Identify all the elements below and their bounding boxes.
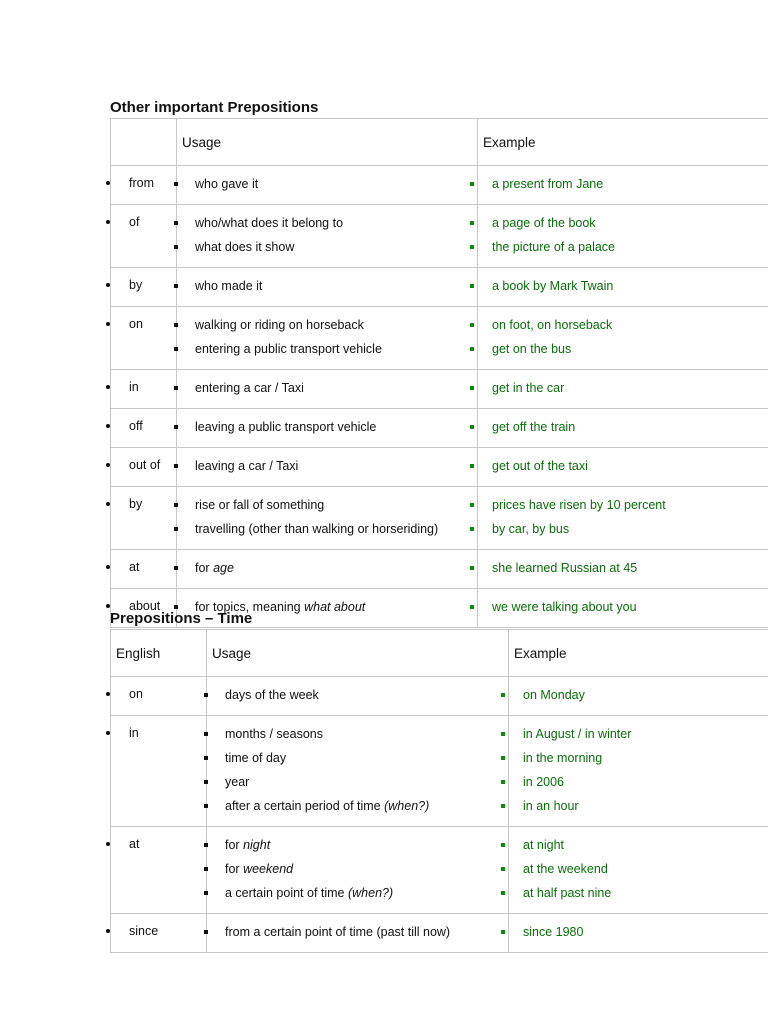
- other-prepositions-table: [110, 118, 768, 628]
- table-row: [111, 448, 768, 487]
- example-item: we were talking about you: [478, 599, 768, 623]
- example-item: get on the bus: [478, 341, 768, 365]
- usage-item: from a certain point of time (past till now): [207, 924, 508, 948]
- preposition: out of: [111, 448, 177, 487]
- usage-item: who made it: [177, 278, 477, 302]
- section-title-other-prepositions: Other important Prepositions: [110, 99, 319, 116]
- table-header-row: [111, 119, 768, 166]
- table-row: [111, 307, 768, 370]
- usage-item: leaving a public transport vehicle: [177, 419, 477, 443]
- table-row: [111, 205, 768, 268]
- table-row: [111, 487, 768, 550]
- usage-item: leaving a car / Taxi: [177, 458, 477, 482]
- header-example: Example: [478, 119, 768, 166]
- example-item: in 2006: [509, 774, 768, 798]
- usage-item: entering a car / Taxi: [177, 380, 477, 404]
- usage-item: travelling (other than walking or horseriding): [177, 521, 477, 545]
- example-item: a book by Mark Twain: [478, 278, 768, 302]
- usage-item: who gave it: [177, 176, 477, 200]
- preposition: in: [111, 716, 207, 827]
- preposition: by: [111, 268, 177, 307]
- example-item: prices have risen by 10 percent: [478, 497, 768, 521]
- usage-item: rise or fall of something: [177, 497, 477, 521]
- preposition: of: [111, 205, 177, 268]
- example-item: the picture of a palace: [478, 239, 768, 263]
- example-item: she learned Russian at 45: [478, 560, 768, 584]
- usage-item: for night: [207, 837, 508, 861]
- header-usage: Usage: [177, 119, 478, 166]
- usage-item: a certain point of time (when?): [207, 885, 508, 909]
- preposition: since: [111, 914, 207, 953]
- example-item: a page of the book: [478, 215, 768, 239]
- preposition: at: [111, 827, 207, 914]
- table-row: [111, 268, 768, 307]
- example-item: get in the car: [478, 380, 768, 404]
- preposition: off: [111, 409, 177, 448]
- header-english: English: [111, 630, 207, 677]
- table-row: [111, 914, 768, 953]
- usage-item: walking or riding on horseback: [177, 317, 477, 341]
- example-item: get off the train: [478, 419, 768, 443]
- usage-item: for topics, meaning what about: [177, 599, 477, 623]
- usage-item: who/what does it belong to: [177, 215, 477, 239]
- example-item: by car, by bus: [478, 521, 768, 545]
- usage-item: entering a public transport vehicle: [177, 341, 477, 365]
- usage-item: for weekend: [207, 861, 508, 885]
- example-item: since 1980: [509, 924, 768, 948]
- preposition: on: [111, 677, 207, 716]
- time-prepositions-table: [110, 629, 768, 953]
- example-item: in August / in winter: [509, 726, 768, 750]
- preposition: on: [111, 307, 177, 370]
- table-row: [111, 716, 768, 827]
- example-item: a present from Jane: [478, 176, 768, 200]
- usage-item: for age: [177, 560, 477, 584]
- example-item: on foot, on horseback: [478, 317, 768, 341]
- table-header-row: [111, 630, 768, 677]
- table-row: [111, 166, 768, 205]
- example-item: on Monday: [509, 687, 768, 711]
- table-row: [111, 677, 768, 716]
- preposition: from: [111, 166, 177, 205]
- section-title-time-prepositions: Prepositions – Time: [110, 610, 253, 627]
- example-item: at night: [509, 837, 768, 861]
- table-row: [111, 409, 768, 448]
- header-example: Example: [509, 630, 768, 677]
- usage-item: months / seasons: [207, 726, 508, 750]
- preposition: in: [111, 370, 177, 409]
- table-row: [111, 370, 768, 409]
- preposition: at: [111, 550, 177, 589]
- header-word: [111, 119, 177, 166]
- usage-item: days of the week: [207, 687, 508, 711]
- usage-item: year: [207, 774, 508, 798]
- usage-item: what does it show: [177, 239, 477, 263]
- header-usage: Usage: [207, 630, 509, 677]
- table-row: [111, 550, 768, 589]
- example-item: in the morning: [509, 750, 768, 774]
- preposition: about: [111, 589, 177, 628]
- example-item: at the weekend: [509, 861, 768, 885]
- usage-item: after a certain period of time (when?): [207, 798, 508, 822]
- example-item: get out of the taxi: [478, 458, 768, 482]
- table-row: [111, 827, 768, 914]
- usage-item: time of day: [207, 750, 508, 774]
- example-item: at half past nine: [509, 885, 768, 909]
- preposition: by: [111, 487, 177, 550]
- example-item: in an hour: [509, 798, 768, 822]
